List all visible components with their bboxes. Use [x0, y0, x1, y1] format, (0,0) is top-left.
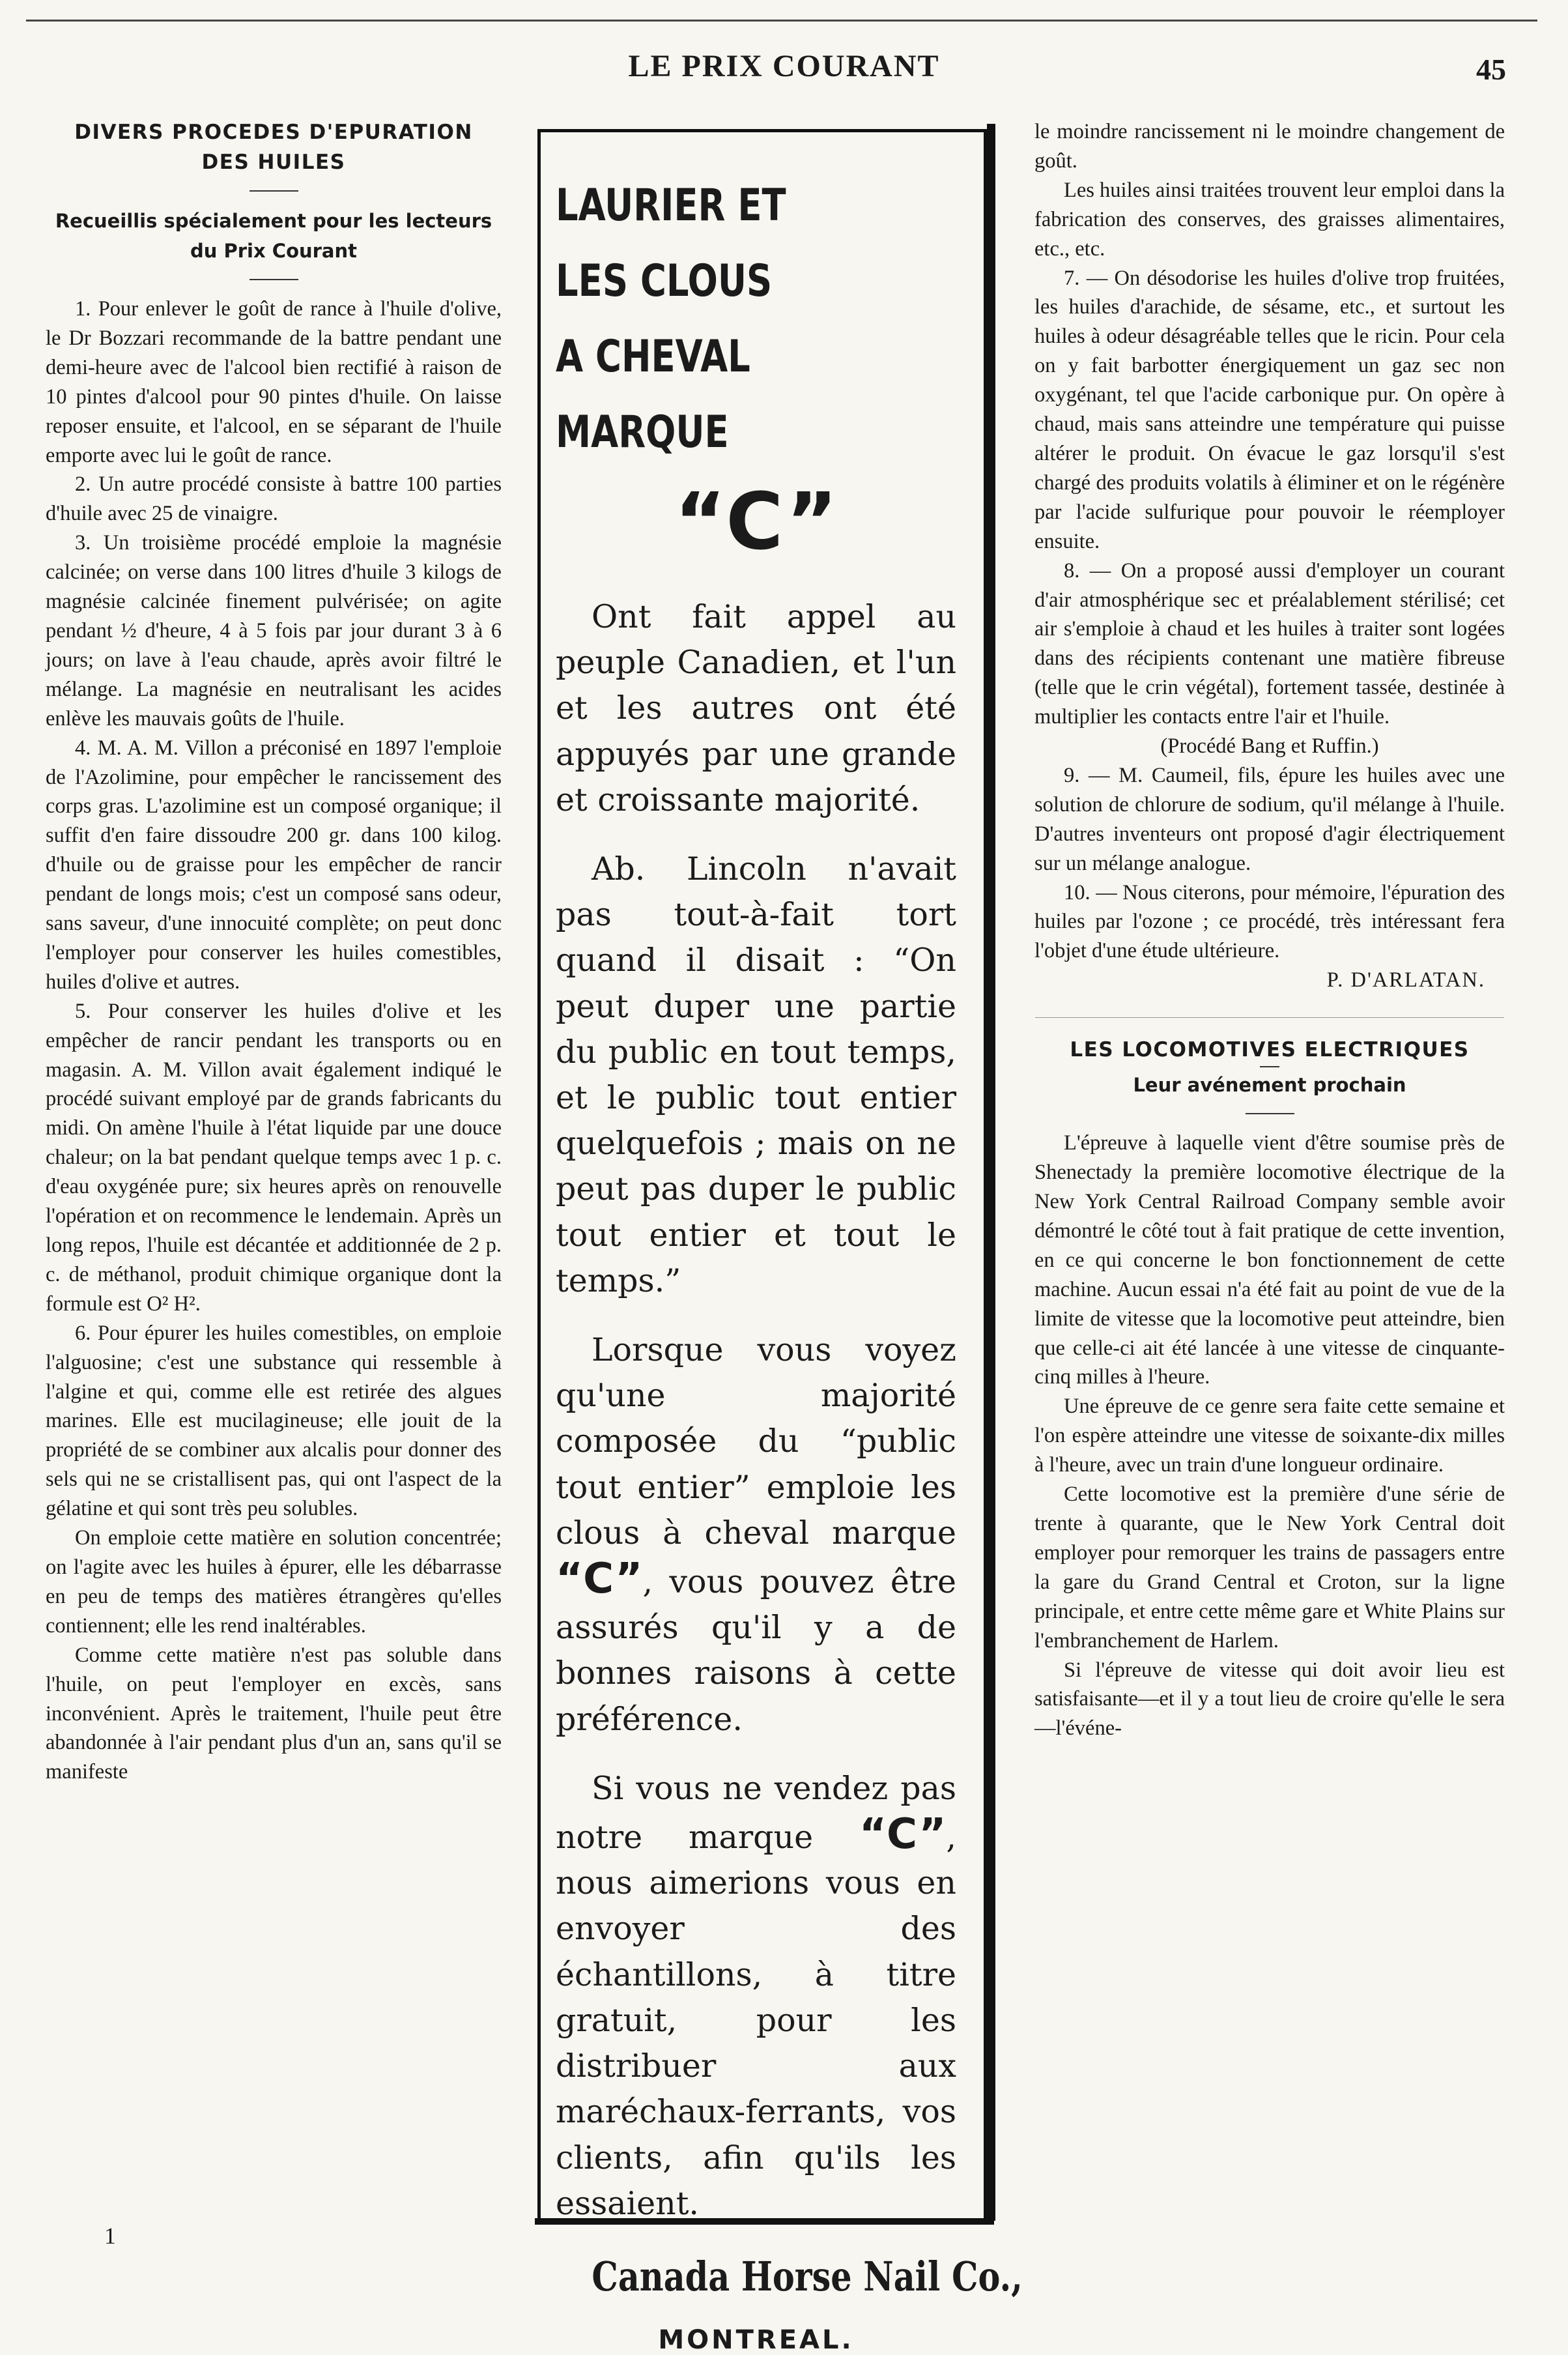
- ad-headline-line: MARQUE: [556, 407, 729, 458]
- paragraph: L'épreuve à laquelle vient d'être soumise près de Shenectady la première locomotive électrique de la New York Central Railroad Company semble avoir démontré le côté tout à fait pratique de cette invention, en ce qui concerne le bon fonctionnement de cette machine. Aucun essai n'a été fait au point de vue de la limite de vitesse que la locomotive peut atteindre, bien que celle-ci ait été lancée à une vitesse de cinquante-cinq milles à l'heure.: [1034, 1131, 1505, 1389]
- paragraph: 3. Un troisième procédé emploie la magnésie calcinée; on verse dans 100 litres d'huile 3 kilogs de magnésie calcinée finement pulvérisée; on agite pendant ½ d'heure, 4 à 5 fois par jour durant 3 à 6 jours; on lave à l'eau chaude, après avoir filtré le mélange. La magnésie en neutralisant les acides enlève les mauvais goûts de l'huile.: [46, 531, 502, 730]
- author-signature: P. D'ARLATAN.: [1326, 968, 1485, 992]
- right-column: [1034, 117, 1505, 1743]
- paragraph: 7. — On désodorise les huiles d'olive trop fruitées, les huiles d'arachide, de sésame, etc., et surtout les huiles à odeur désagréable telles que le ricin. Pour cela on y fait barbotter énergiquement un gaz sec non oxygénant, tel que l'acide carbonique pur. On opère à chaud, mais sans atteindre une température qui puisse altérer le produit. On évacue le gaz lorsqu'il s'est chargé des produits volatils à éliminer et on le régénère par l'acide sulfurique pour pouvoir le réemployer ensuite.: [1034, 266, 1505, 553]
- ad-headline-line: A CHEVAL: [556, 331, 750, 383]
- ad-company-name: Canada Horse Nail Co.,: [592, 2252, 1023, 2300]
- paragraph: 9. — M. Caumeil, fils, épure les huiles avec une solution de chlorure de sodium, qu'il mélange à l'huile. D'autres inventeurs ont proposé d'agir électriquement sur un mélange analogue.: [1034, 763, 1505, 875]
- ad-paragraph: Ab. Lincoln n'avait pas tout-à-fait tort quand il disait : “On peut duper une partie du public en tout temps, et le public tout entier quelquefois ; mais on ne peut pas duper le public tout entier et tout le temps.”: [556, 850, 956, 1299]
- paragraph: 10. — Nous citerons, pour mémoire, l'épuration des huiles par l'ozone ; ce procédé, très intéressant fera l'objet d'une étude ultérieure.: [1034, 880, 1505, 963]
- ad-paragraph: [556, 1766, 956, 2227]
- paragraph: 5. Pour conserver les huiles d'olive et les empêcher de rancir pendant les transports ou en magasin. A. M. Villon avait également indiqué le procédé suivant employé par de grands fabricants du midi. On amène l'huile à l'état liquide par une douce chaleur; on la bat pendant quelque temps avec 1 p. c. d'eau oxygénée pure; six heures après on renouvelle l'opération et on recommence le lendemain. Après un long repos, l'huile est décantée et additionnée de 2 p. c. de méthanol, produit chimique organique dont la formule est O² H².: [46, 999, 502, 1316]
- paragraph: 2. Un autre procédé consiste à battre 100 parties d'huile avec 25 de vinaigre.: [46, 472, 502, 526]
- ad-text: Lorsque vous voyez qu'une majorité composée du “public tout entier” emploie les clous à cheval marque: [556, 1331, 956, 1552]
- article-subtitle: Leur avénement prochain: [1133, 1074, 1406, 1097]
- ad-headline-line: LAURIER ET: [556, 180, 786, 231]
- brand-c-mark: “C”: [556, 1555, 643, 1604]
- ad-city: MONTREAL.: [658, 2324, 854, 2355]
- source-note: (Procédé Bang et Ruffin.): [1160, 734, 1379, 759]
- paragraph: Si l'épreuve de vitesse qui doit avoir lieu est satisfaisante—et il y a tout lieu de croire qu'elle le sera—l'événe-: [1034, 1658, 1505, 1741]
- article-subtitle-line-2: du Prix Courant: [190, 240, 358, 262]
- paragraph: On emploie cette matière en solution concentrée; on l'agite avec les huiles à épurer, elle les débarrasse en peu de temps des matières étrangères qu'elles contiennent; elle les rend inaltérables.: [46, 1526, 502, 1638]
- ad-paragraph: Ont fait appel au peuple Canadien, et l'un et les autres ont été appuyés par une grande et croissante majorité.: [556, 598, 956, 818]
- top-rule: [26, 20, 1537, 22]
- ad-text: , nous aimerions vous en envoyer des échantillons, à titre gratuit, pour les distribuer aux maréchaux-ferrants, vos clients, afin qu'ils les essaient.: [556, 1819, 956, 2222]
- paragraph: 4. M. A. M. Villon a préconisé en 1897 l'emploie de l'Azolimine, pour empêcher le rancissement des corps gras. L'azolimine est un composé organique; il suffit d'en faire dissoudre 200 gr. dans 100 kilog. d'huile ou de graisse pour les empêcher de rancir pendant de longs mois; c'est un composé sans odeur, sans saveur, d'une innocuité complète; on peut donc l'employer pour conserver les huiles comestibles, huiles d'olive et autres.: [46, 736, 502, 994]
- paragraph: 6. Pour épurer les huiles comestibles, on emploie l'alguosine; c'est une substance qui ressemble à l'algine et qui, comme elle est retirée des algues marines. Elle est mucilagineuse; elle jouit de la propriété de se combiner aux alcalis pour donner des sels qui ne se cristallisent pas, qui ont l'aspect de la gélatine et qui sont très peu solubles.: [46, 1321, 502, 1521]
- ad-headline-line: LES CLOUS: [556, 255, 773, 307]
- separator-rule: [1246, 1113, 1294, 1114]
- ad-border-shadow-right: [987, 124, 995, 2221]
- ad-text: Si vous ne vendez pas notre marque: [556, 1769, 956, 1857]
- article-title-line-2: DES HUILES: [201, 151, 346, 174]
- separator-rule: [1260, 1066, 1279, 1067]
- ad-content: [556, 168, 1023, 2355]
- paragraph: Une épreuve de ce genre sera faite cette semaine et l'on espère atteindre une vitesse de soixante-dix milles à l'heure, avec un train d'une longueur ordinaire.: [1034, 1394, 1505, 1477]
- article-title: LES LOCOMOTIVES ELECTRIQUES: [1070, 1038, 1470, 1062]
- paragraph: 8. — On a proposé aussi d'employer un courant d'air atmosphérique sec et préalablement stérilisé; cet air s'emploie à chaud et les huiles à traiter sont logées dans des récipients contenant une matière fibreuse (telle que le crin végétal), fortement tassée, destinée à multiplier les contacts entre l'air et l'huile.: [1034, 558, 1505, 729]
- ad-paragraph: [556, 1327, 956, 1742]
- separator-rule: [249, 279, 298, 280]
- page-number: 45: [1476, 53, 1506, 86]
- footer-mark: 1: [104, 2223, 116, 2249]
- paragraph: 1. Pour enlever le goût de rance à l'huile d'olive, le Dr Bozzari recommande de la battre pendant une demi-heure avec de l'alcool bien rectifié à raison de 10 pintes d'alcool pour 90 pintes d'huile. On laisse reposer ensuite, et l'alcool, en se séparant de l'huile emporte avec lui le goût de rance.: [46, 297, 502, 467]
- article-subtitle-line-1: Recueillis spécialement pour les lecteurs: [55, 210, 492, 232]
- separator-rule: [249, 190, 298, 192]
- paragraph: Cette locomotive est la première d'une série de trente à quarante, que le New York Central doit employer pour remorquer les trains de passagers entre la gare du Grand Central et Croton, sur la ligne principale, et entre cette même gare et White Plains sur l'embranchement de Harlem.: [1034, 1482, 1505, 1653]
- ad-text: , vous pouvez être assurés qu'il y a de bonnes raisons à cette préférence.: [556, 1563, 956, 1738]
- paragraph: Comme cette matière n'est pas soluble dans l'huile, on peut l'employer en excès, sans inconvénient. Après le traitement, l'huile peut être abandonnée à l'air pendant plus d'un an, sans qu'il se manifeste: [46, 1643, 502, 1784]
- paragraph: Les huiles ainsi traitées trouvent leur emploi dans la fabrication des conserves, des graisses alimentaires, etc., etc.: [1034, 178, 1505, 261]
- running-head: LE PRIX COURANT: [628, 49, 940, 83]
- paragraph: le moindre rancissement ni le moindre changement de goût.: [1034, 120, 1505, 173]
- ad-brand-mark: “C”: [674, 477, 838, 568]
- article-title-line-1: DIVERS PROCEDES D'EPURATION: [74, 121, 473, 144]
- left-column: [46, 117, 502, 1787]
- separator-rule: [1035, 1017, 1504, 1018]
- brand-c-mark: “C”: [859, 1810, 947, 1859]
- advertisement-box: [531, 123, 1023, 2355]
